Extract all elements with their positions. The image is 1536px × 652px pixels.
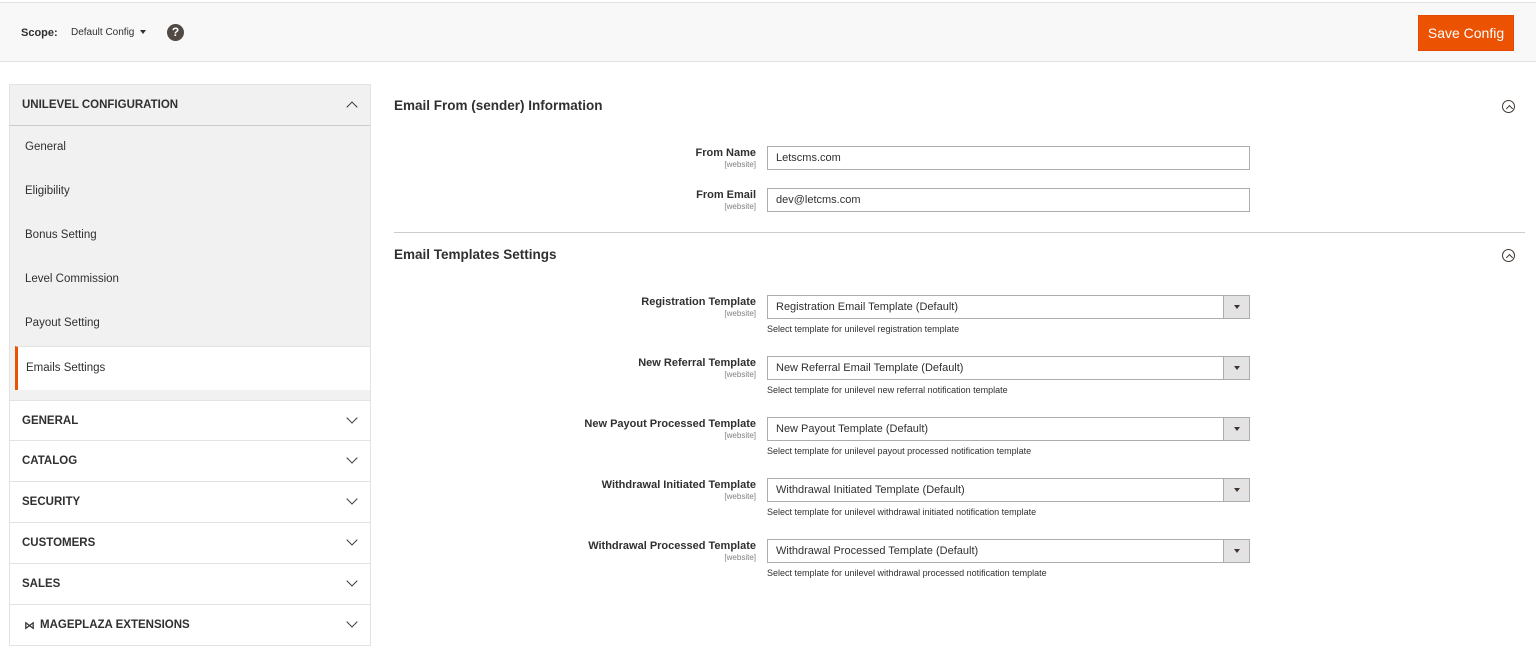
- withdrawal-initiated-template-label: Withdrawal Initiated Template: [601, 479, 756, 491]
- chevron-down-icon: [1223, 418, 1249, 440]
- chevron-down-icon: [346, 616, 357, 627]
- from-name-scope: [website]: [724, 160, 756, 169]
- tab-mageplaza-extensions[interactable]: [9, 605, 371, 646]
- scope-value: Default Config: [71, 27, 135, 38]
- registration-template-label: Registration Template: [641, 296, 756, 308]
- sidebar-item-label: Eligibility: [25, 185, 70, 197]
- chevron-down-icon: [1223, 357, 1249, 379]
- sidebar-item-label: Emails Settings: [26, 362, 106, 374]
- chevron-up-icon: [346, 101, 357, 112]
- withdrawal-initiated-template-select[interactable]: [767, 478, 1250, 502]
- sidebar-section-title: UNILEVEL CONFIGURATION: [22, 99, 179, 111]
- tab-customers[interactable]: [9, 523, 371, 564]
- chevron-down-icon: [346, 412, 357, 423]
- collapse-icon[interactable]: [1502, 249, 1515, 262]
- withdrawal-processed-template-label: Withdrawal Processed Template: [588, 540, 756, 552]
- new-payout-template-scope: [website]: [724, 431, 756, 440]
- withdrawal-processed-template-select[interactable]: [767, 539, 1250, 563]
- sidebar-item-bonus-setting[interactable]: [10, 214, 370, 258]
- sidebar-item-label: Level Commission: [25, 273, 119, 285]
- new-referral-template-select[interactable]: [767, 356, 1250, 380]
- select-value: Registration Email Template (Default): [776, 301, 958, 313]
- tab-label: SECURITY: [22, 496, 81, 508]
- registration-template-scope: [website]: [724, 309, 756, 318]
- sidebar-item-emails-settings[interactable]: [15, 346, 370, 390]
- registration-template-select[interactable]: [767, 295, 1250, 319]
- sidebar-section-unilevel[interactable]: [9, 84, 371, 126]
- tab-label: CUSTOMERS: [22, 537, 96, 549]
- sidebar-item-label: Payout Setting: [25, 317, 100, 329]
- new-referral-template-note: Select template for unilevel new referral notification template: [767, 385, 1008, 395]
- withdrawal-processed-template-scope: [website]: [724, 553, 756, 562]
- sidebar-item-label: Bonus Setting: [25, 229, 97, 241]
- select-value: Withdrawal Processed Template (Default): [776, 545, 979, 557]
- withdrawal-processed-template-note: Select template for unilevel withdrawal processed notification template: [767, 568, 1047, 578]
- tab-label: CATALOG: [22, 455, 78, 467]
- save-config-button[interactable]: Save Config: [1418, 15, 1514, 51]
- sidebar-item-payout-setting[interactable]: [10, 302, 370, 346]
- collapse-icon[interactable]: [1502, 100, 1515, 113]
- section-divider: [394, 232, 1525, 233]
- sidebar-item-label: General: [25, 141, 66, 153]
- select-value: Withdrawal Initiated Template (Default): [776, 484, 965, 496]
- chevron-down-icon: [1223, 296, 1249, 318]
- registration-template-note: Select template for unilevel registration template: [767, 324, 960, 334]
- withdrawal-initiated-template-note: Select template for unilevel withdrawal initiated notification template: [767, 507, 1037, 517]
- help-icon[interactable]: ?: [167, 24, 184, 41]
- new-payout-template-note: Select template for unilevel payout processed notification template: [767, 446, 1032, 456]
- select-value: New Payout Template (Default): [776, 423, 929, 435]
- chevron-down-icon: [346, 452, 357, 463]
- sidebar-sub-list: [9, 126, 371, 390]
- from-name-label: From Name: [695, 147, 756, 159]
- bowtie-icon: ⋈: [24, 620, 35, 632]
- tab-security[interactable]: [9, 482, 371, 523]
- sidebar-gap: [9, 390, 371, 400]
- sender-section-title[interactable]: Email From (sender) Information: [394, 98, 603, 113]
- from-email-input[interactable]: [767, 188, 1250, 212]
- caret-down-icon: [140, 30, 146, 34]
- sidebar-item-level-commission[interactable]: [10, 258, 370, 302]
- new-referral-template-label: New Referral Template: [638, 357, 756, 369]
- from-email-label: From Email: [696, 189, 756, 201]
- new-payout-template-label: New Payout Processed Template: [584, 418, 756, 430]
- chevron-down-icon: [346, 534, 357, 545]
- withdrawal-initiated-template-scope: [website]: [724, 492, 756, 501]
- config-sidebar: [9, 84, 371, 646]
- tab-label: SALES: [22, 578, 61, 590]
- from-email-scope: [website]: [724, 202, 756, 211]
- select-value: New Referral Email Template (Default): [776, 362, 964, 374]
- tab-label: MAGEPLAZA EXTENSIONS: [40, 619, 190, 631]
- new-payout-template-select[interactable]: [767, 417, 1250, 441]
- new-referral-template-scope: [website]: [724, 370, 756, 379]
- chevron-down-icon: [346, 575, 357, 586]
- sidebar-item-eligibility[interactable]: [10, 170, 370, 214]
- tab-catalog[interactable]: [9, 441, 371, 482]
- chevron-down-icon: [1223, 479, 1249, 501]
- tab-sales[interactable]: [9, 564, 371, 605]
- chevron-down-icon: [1223, 540, 1249, 562]
- chevron-down-icon: [346, 493, 357, 504]
- scope-label: Scope:: [21, 27, 58, 39]
- tab-label: GENERAL: [22, 415, 79, 427]
- tab-general[interactable]: [9, 400, 371, 441]
- from-name-input[interactable]: [767, 146, 1250, 170]
- sidebar-item-general[interactable]: [10, 126, 370, 170]
- scope-bar: [0, 2, 1536, 62]
- scope-switcher[interactable]: [71, 27, 146, 38]
- templates-section-title[interactable]: Email Templates Settings: [394, 247, 557, 262]
